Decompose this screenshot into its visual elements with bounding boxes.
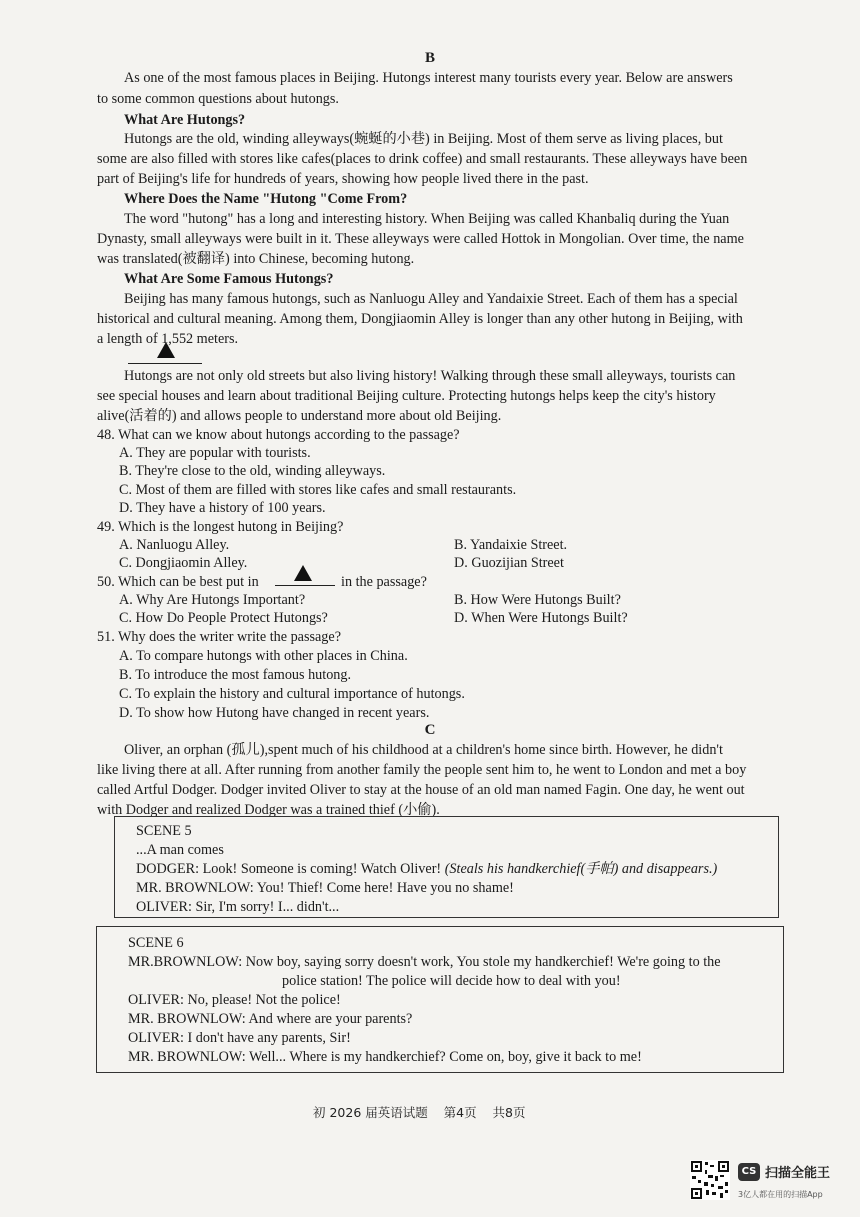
q49-option-a: A. Nanluogu Alley. bbox=[119, 537, 230, 553]
q48-option-a: A. They are popular with tourists. bbox=[119, 445, 311, 461]
q50-option-a: A. Why Are Hutongs Important? bbox=[119, 592, 306, 608]
question-50-end: in the passage? bbox=[341, 574, 427, 590]
q48-option-d: D. They have a history of 100 years. bbox=[119, 500, 326, 516]
heading-name-origin: Where Does the Name "Hutong "Come From? bbox=[124, 191, 408, 207]
para3-line1: Beijing has many famous hutongs, such as Nanluogu Alley and Yandaixie Street. Each of them has a special bbox=[124, 291, 738, 307]
heading-famous-hutongs: What Are Some Famous Hutongs? bbox=[124, 271, 334, 287]
question-49: 49. Which is the longest hutong in Beijing? bbox=[97, 519, 344, 535]
cs-logo-icon: CS bbox=[738, 1163, 760, 1181]
question-48: 48. What can we know about hutongs according to the passage? bbox=[97, 427, 460, 443]
heading-what-are-hutongs: What Are Hutongs? bbox=[124, 112, 246, 128]
scene-5-line1: ...A man comes bbox=[136, 842, 224, 858]
para1-line1: Hutongs are the old, winding alleyways(蜿蜒的小巷) in Beijing. Most of them serve as living places, but bbox=[124, 131, 723, 147]
para4-line1: Hutongs are not only old streets but also living history! Walking through these small alleyways, tourists can bbox=[124, 368, 736, 384]
q49-option-c: C. Dongjiaomin Alley. bbox=[119, 555, 248, 571]
dodger-line: DODGER: Look! Someone is coming! Watch Oliver! bbox=[136, 861, 445, 877]
scene-6-line1: MR.BROWNLOW: Now boy, saying sorry doesn't work, You stole my handkerchief! We're going to the bbox=[128, 954, 721, 970]
intro-line-2: to some common questions about hutongs. bbox=[97, 91, 339, 107]
para2-line1: The word "hutong" has a long and interesting history. When Beijing was called Khanbaliq during the Yuan bbox=[124, 211, 730, 227]
question-51: 51. Why does the writer write the passage? bbox=[97, 629, 341, 645]
scene-5-line2 bbox=[136, 859, 717, 879]
q50-option-b: B. How Were Hutongs Built? bbox=[454, 592, 621, 608]
q48-option-b: B. They're close to the old, winding alleyways. bbox=[119, 463, 386, 479]
blank-line bbox=[128, 363, 202, 364]
c-para-line1: Oliver, an orphan (孤儿),spent much of his childhood at a children's home since birth. However, he didn't bbox=[124, 742, 723, 758]
q49-option-b: B. Yandaixie Street. bbox=[454, 537, 568, 553]
scanner-app-title: 扫描全能王 bbox=[765, 1166, 831, 1181]
q51-option-a: A. To compare hutongs with other places in China. bbox=[119, 648, 408, 664]
scene-6-line1-cont: police station! The police will decide how to deal with you! bbox=[282, 973, 621, 989]
q50-blank-marker-icon bbox=[294, 565, 312, 581]
q51-option-b: B. To introduce the most famous hutong. bbox=[119, 667, 352, 683]
stage-direction: (Steals his handkerchief(手帕) and disappears.) bbox=[444, 861, 718, 877]
q51-option-d: D. To show how Hutong have changed in recent years. bbox=[119, 705, 430, 721]
scene-6-title: SCENE 6 bbox=[128, 935, 184, 951]
scene-5-line3: MR. BROWNLOW: You! Thief! Come here! Have you no shame! bbox=[136, 880, 514, 896]
para2-line3: was translated(被翻译) into Chinese, becoming hutong. bbox=[97, 251, 415, 267]
c-para-line4: with Dodger and realized Dodger was a trained thief (小偷). bbox=[97, 802, 440, 818]
qr-code-icon bbox=[690, 1160, 730, 1200]
para2-line2: Dynasty, small alleyways were built in it. These alleyways were called Hottok in Mongolian. Over time, the name bbox=[97, 231, 744, 247]
q48-option-c: C. Most of them are filled with stores like cafes and small restaurants. bbox=[119, 482, 517, 498]
q51-option-c: C. To explain the history and cultural importance of hutongs. bbox=[119, 686, 465, 702]
para4-line3: alive(活着的) and allows people to understand more about old Beijing. bbox=[97, 408, 502, 424]
para3-line3: a length of 1,552 meters. bbox=[97, 331, 239, 347]
section-b-letter: B bbox=[424, 50, 435, 66]
question-50-start: 50. Which can be best put in bbox=[97, 574, 259, 590]
q50-option-c: C. How Do People Protect Hutongs? bbox=[119, 610, 328, 626]
para1-line2: some are also filled with stores like cafes(places to drink coffee) and small restaurants. These alleyways have been bbox=[97, 151, 748, 167]
section-c-letter: C bbox=[424, 722, 436, 738]
scene-5-line4: OLIVER: Sir, I'm sorry! I... didn't... bbox=[136, 899, 340, 915]
q49-option-d: D. Guozijian Street bbox=[454, 555, 564, 571]
scene-6-line4: OLIVER: I don't have any parents, Sir! bbox=[128, 1030, 351, 1046]
para1-line3: part of Beijing's life for hundreds of years, showing how people lived there in the past. bbox=[97, 171, 589, 187]
scene-5-title: SCENE 5 bbox=[136, 823, 192, 839]
c-para-line2: like living there at all. After running from another family the people sent him to, he went to London and met a boy bbox=[97, 762, 747, 778]
blank-marker-icon bbox=[157, 342, 175, 358]
scene-6-line2: OLIVER: No, please! Not the police! bbox=[128, 992, 341, 1008]
scene-6-line3: MR. BROWNLOW: And where are your parents? bbox=[128, 1011, 413, 1027]
para4-line2: see special houses and learn about traditional Beijing culture. Protecting hutongs helps keep the city's history bbox=[97, 388, 716, 404]
scanner-app-subtitle: 3亿人都在用的扫描App bbox=[738, 1190, 823, 1199]
intro-line-1: As one of the most famous places in Beijing. Hutongs interest many tourists every year. Below are answers bbox=[124, 70, 733, 86]
q50-option-d: D. When Were Hutongs Built? bbox=[454, 610, 628, 626]
c-para-line3: called Artful Dodger. Dodger invited Oliver to stay at the house of an old man named Fagin. One day, he went out bbox=[97, 782, 745, 798]
q50-blank-line bbox=[275, 585, 335, 586]
page-footer: 初 2026 届英语试题 第4页 共8页 bbox=[313, 1105, 526, 1120]
para3-line2: historical and cultural meaning. Among them, Dongjiaomin Alley is longer than any other hutong in Beijing, with bbox=[97, 311, 743, 327]
scene-6-line5: MR. BROWNLOW: Well... Where is my handkerchief? Come on, boy, give it back to me! bbox=[128, 1049, 642, 1065]
